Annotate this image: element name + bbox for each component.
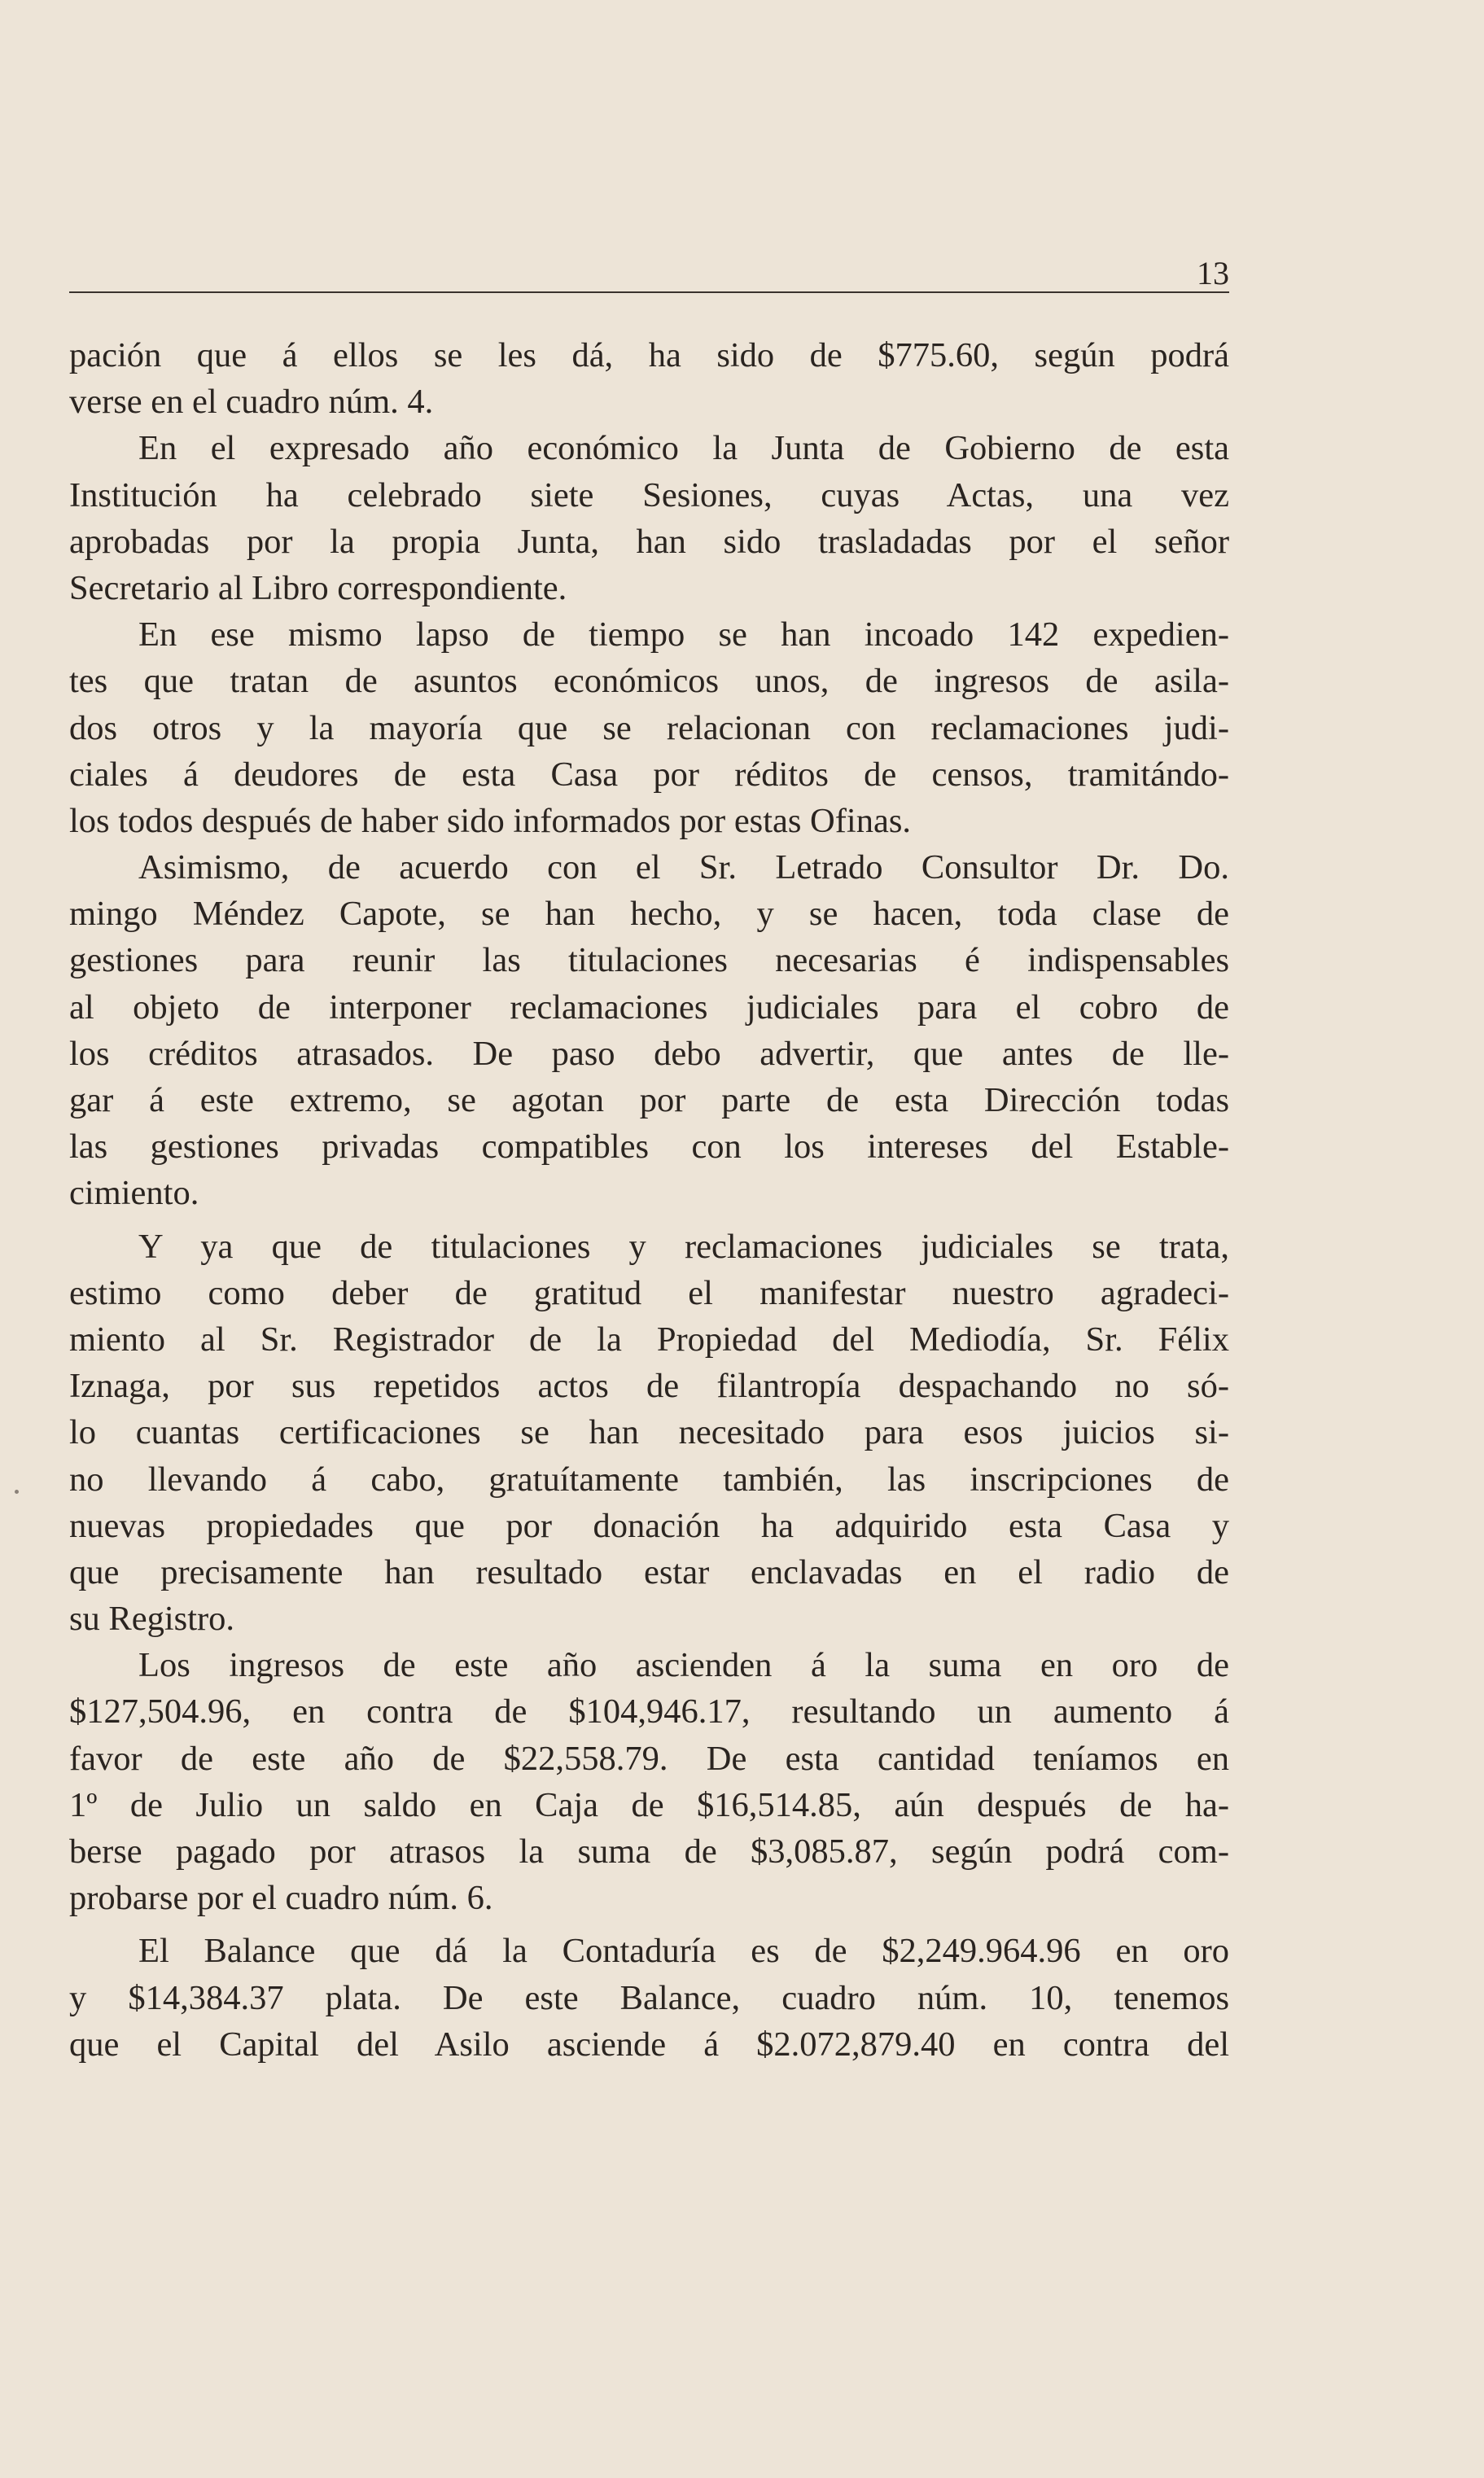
text-line: dos otros y la mayoría que se relacionan con reclamaciones judi- — [69, 708, 1229, 747]
text-line: miento al Sr. Registrador de la Propiedad del Mediodía, Sr. Félix — [69, 1320, 1229, 1359]
paragraph-start-line: Asimismo, de acuerdo con el Sr. Letrado Consultor Dr. Do. — [138, 848, 1229, 887]
text-line: Secretario al Libro correspondiente. — [69, 568, 567, 607]
text-line: al objeto de interponer reclamaciones judiciales para el cobro de — [69, 987, 1229, 1027]
margin-speck — [15, 1490, 19, 1494]
text-line: los todos después de haber sido informados por estas Ofinas. — [69, 801, 911, 840]
text-line: las gestiones privadas compatibles con los intereses del Estable- — [69, 1127, 1229, 1167]
text-line: los créditos atrasados. De paso debo advertir, que antes de lle- — [69, 1034, 1229, 1073]
paragraph-start-line: Los ingresos de este año ascienden á la suma en oro de — [138, 1646, 1229, 1685]
header-rule — [69, 291, 1229, 293]
text-line: cimiento. — [69, 1174, 199, 1213]
paragraph-start-line: El Balance que dá la Contaduría es de $2,249.964.96 en oro — [138, 1932, 1229, 1971]
text-line: mingo Méndez Capote, se han hecho, y se hacen, toda clase de — [69, 895, 1229, 934]
text-line: su Registro. — [69, 1600, 235, 1639]
text-line: tes que tratan de asuntos económicos unos, de ingresos de asila- — [69, 662, 1229, 701]
text-line: $127,504.96, en contra de $104,946.17, resultando un aumento á — [69, 1692, 1229, 1732]
text-line: favor de este año de $22,558.79. De esta cantidad teníamos en — [69, 1739, 1229, 1778]
text-line: que precisamente han resultado estar enclavadas en el radio de — [69, 1552, 1229, 1591]
text-line: 1º de Julio un saldo en Caja de $16,514.85, aún después de ha- — [69, 1785, 1229, 1824]
text-line: que el Capital del Asilo asciende á $2.072,879.40 en contra del — [69, 2025, 1229, 2064]
text-line: Iznaga, por sus repetidos actos de filantropía despachando no só- — [69, 1367, 1229, 1406]
text-line: aprobadas por la propia Junta, han sido trasladadas por el señor — [69, 522, 1229, 561]
text-line: gar á este extremo, se agotan por parte de esta Dirección todas — [69, 1081, 1229, 1119]
text-line: probarse por el cuadro núm. 6. — [69, 1879, 493, 1918]
body-text — [69, 332, 1229, 2068]
text-line: pación que á ellos se les dá, ha sido de $775.60, según podrá — [69, 336, 1229, 374]
text-line: Institución ha celebrado siete Sesiones, cuyas Actas, una vez — [69, 475, 1229, 514]
text-line: lo cuantas certificaciones se han necesitado para esos juicios si- — [69, 1413, 1229, 1452]
text-line: no llevando á cabo, gratuítamente también, las inscripciones de — [69, 1460, 1229, 1499]
paragraph-start-line: En ese mismo lapso de tiempo se han incoado 142 expedien- — [138, 615, 1229, 655]
text-line: estimo como deber de gratitud el manifestar nuestro agradeci- — [69, 1273, 1229, 1312]
text-line: ciales á deudores de esta Casa por réditos de censos, tramitándo- — [69, 755, 1229, 794]
text-line: berse pagado por atrasos la suma de $3,085.87, según podrá com- — [69, 1832, 1229, 1871]
text-line: y $14,384.37 plata. De este Balance, cuadro núm. 10, tenemos — [69, 1978, 1229, 2017]
text-line: gestiones para reunir las titulaciones necesarias é indispensables — [69, 941, 1229, 980]
text-line: nuevas propiedades que por donación ha adquirido esta Casa y — [69, 1506, 1229, 1545]
paragraph-start-line: Y ya que de titulaciones y reclamaciones judiciales se trata, — [138, 1227, 1229, 1266]
paragraph-start-line: En el expresado año económico la Junta de Gobierno de esta — [138, 429, 1229, 468]
text-line: verse en el cuadro núm. 4. — [69, 383, 434, 422]
page-number: 13 — [1197, 255, 1229, 291]
